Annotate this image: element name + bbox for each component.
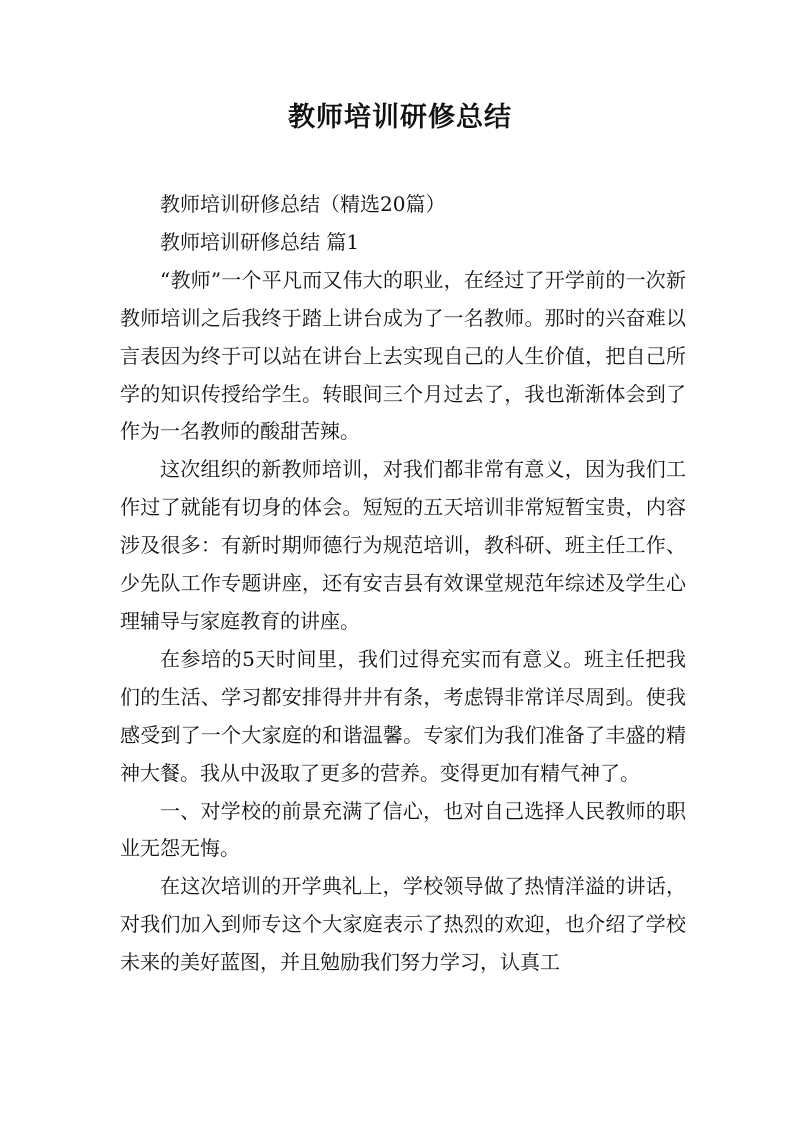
body-paragraph: “教师”一个平凡而又伟大的职业，在经过了开学前的一次新教师培训之后我终于踏上讲台成为了一名教师。那时的兴奋难以言表因为终于可以站在讲台上去实现自己的人生价值，把自己所学的知识传授给学生。转眼间三个月过去了，我也渐渐体会到了作为一名教师的酸甜苦辣。 bbox=[120, 267, 686, 444]
subtitle-paragraph: 教师培训研修总结（精选20篇） bbox=[160, 192, 446, 216]
body-paragraph: 这次组织的新教师培训，对我们都非常有意义，因为我们工作过了就能有切身的体会。短短的五天培训非常短暂宝贵，内容涉及很多：有新时期师德行为规范培训，教科研、班主任工作、少先队工作专题讲座，还有安吉县有效课堂规范年综述及学生心理辅导与家庭教育的讲座。 bbox=[120, 457, 686, 633]
document-title: 教师培训研修总结 bbox=[288, 102, 512, 133]
numbered-point-paragraph: 一、对学校的前景充满了信心，也对自己选择人民教师的职业无怨无悔。 bbox=[120, 798, 686, 861]
section-heading-paragraph: 教师培训研修总结 篇1 bbox=[160, 229, 360, 254]
body-paragraph: 在这次培训的开学典礼上，学校领导做了热情洋溢的讲话，对我们加入到师专这个大家庭表示了热烈的欢迎，也介绍了学校未来的美好蓝图，并且勉励我们努力学习，认真工 bbox=[120, 874, 686, 975]
document-body bbox=[120, 186, 686, 982]
body-paragraph: 在参培的5天时间里，我们过得充实而有意义。班主任把我们的生活、学习都安排得井井有条，考虑锝非常详尽周到。使我感受到了一个大家庭的和谐温馨。专家们为我们准备了丰盛的精神大餐。我从中汲取了更多的营养。变得更加有精气神了。 bbox=[120, 646, 686, 785]
